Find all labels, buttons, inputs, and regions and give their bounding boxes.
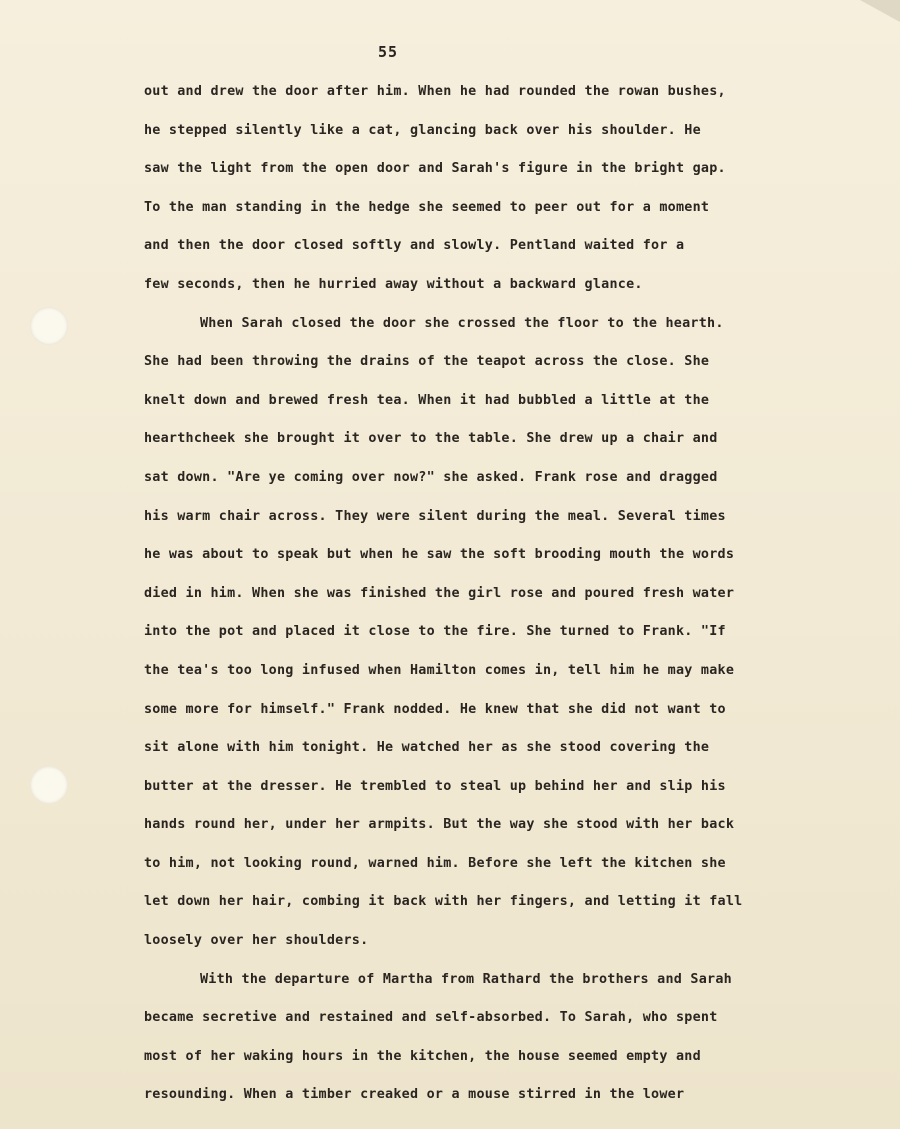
text-line: let down her hair, combing it back with her fingers, and letting it fall (144, 894, 743, 910)
text-line: loosely over her shoulders. (144, 933, 369, 949)
text-line: and then the door closed softly and slowly. Pentland waited for a (144, 238, 685, 254)
punch-hole-bottom (30, 766, 68, 804)
punch-hole-top (30, 307, 68, 345)
text-line: few seconds, then he hurried away without a backward glance. (144, 276, 643, 292)
text-line: She had been throwing the drains of the teapot across the close. She (144, 354, 710, 370)
paragraph-first-line: With the departure of Martha from Rathard the brothers and Sarah (200, 971, 732, 987)
text-line: hearthcheek she brought it over to the table. She drew up a chair and (144, 431, 718, 447)
body-text (144, 73, 874, 1115)
text-line: became secretive and restained and self-absorbed. To Sarah, who spent (144, 1010, 718, 1026)
text-line: resounding. When a timber creaked or a mouse stirred in the lower (144, 1087, 685, 1103)
text-line: to him, not looking round, warned him. Before she left the kitchen she (144, 855, 726, 871)
text-line: knelt down and brewed fresh tea. When it had bubbled a little at the (144, 392, 710, 408)
text-line: out and drew the door after him. When he had rounded the rowan bushes, (144, 84, 726, 99)
paragraph-first-line: When Sarah closed the door she crossed the floor to the hearth. (200, 315, 724, 331)
text-line: To the man standing in the hedge she seemed to peer out for a moment (144, 199, 710, 215)
text-line: the tea's too long infused when Hamilton comes in, tell him he may make (144, 662, 735, 678)
text-line: sat down. "Are ye coming over now?" she asked. Frank rose and dragged (144, 469, 718, 485)
text-line: into the pot and placed it close to the fire. She turned to Frank. "If (144, 624, 726, 640)
text-line: his warm chair across. They were silent during the meal. Several times (144, 508, 726, 524)
text-line: butter at the dresser. He trembled to steal up behind her and slip his (144, 778, 726, 794)
page-number: 55 (378, 43, 399, 61)
text-line: most of her waking hours in the kitchen, the house seemed empty and (144, 1048, 701, 1064)
text-line: died in him. When she was finished the girl rose and poured fresh water (144, 585, 735, 601)
text-line: he was about to speak but when he saw the soft brooding mouth the words (144, 547, 735, 563)
page-corner (860, 0, 900, 22)
text-line: sit alone with him tonight. He watched her as she stood covering the (144, 740, 710, 756)
text-line: saw the light from the open door and Sarah's figure in the bright gap. (144, 161, 726, 177)
text-line: he stepped silently like a cat, glancing back over his shoulder. He (144, 122, 701, 138)
text-line: hands round her, under her armpits. But the way she stood with her back (144, 817, 735, 833)
text-line: some more for himself." Frank nodded. He knew that she did not want to (144, 701, 726, 717)
